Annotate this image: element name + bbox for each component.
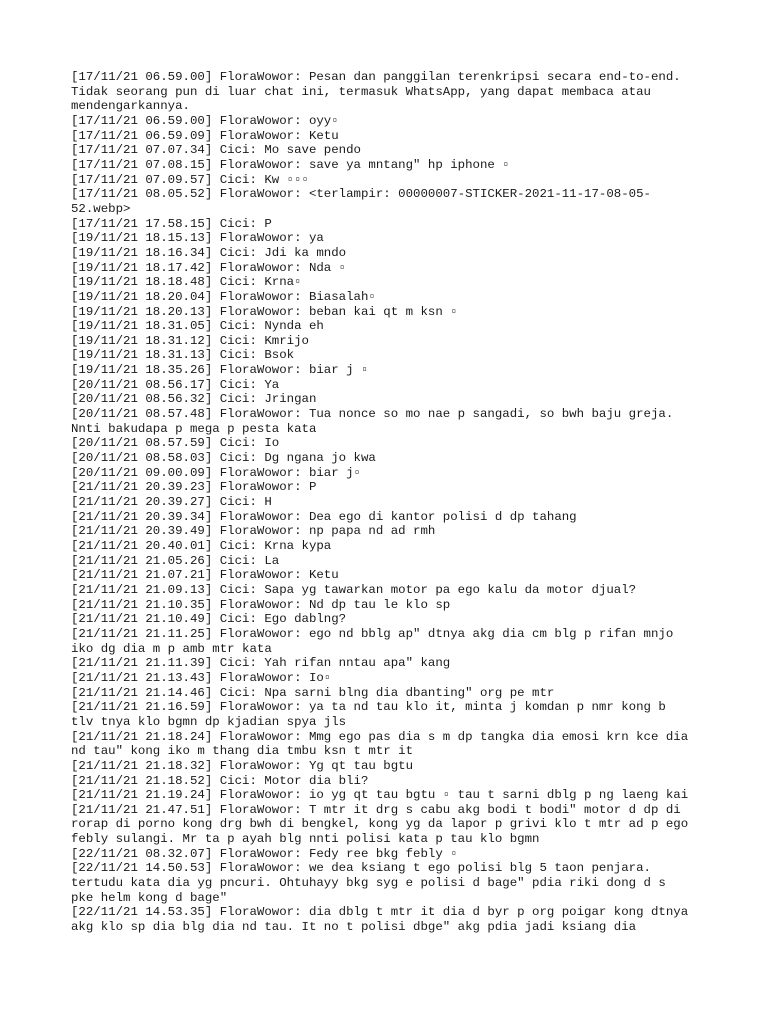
transcript-line: febly sulangi. Mr ta p ayah blg nnti polisi kata p tau klo bgmn [71, 832, 540, 847]
transcript-line: [19/11/21 18.16.34] Cici: Jdi ka mndo [71, 245, 347, 260]
transcript-line: [19/11/21 18.15.13] FloraWowor: ya [71, 231, 324, 246]
transcript-line: [21/11/21 21.18.32] FloraWowor: Yg qt tau bgtu [71, 758, 414, 773]
transcript-line: [21/11/21 21.18.52] Cici: Motor dia bli? [71, 773, 369, 788]
transcript-line: [19/11/21 18.31.12] Cici: Kmrijo [71, 333, 309, 348]
transcript-line: mendengarkannya. [71, 99, 190, 114]
transcript-line: [21/11/21 21.18.24] FloraWowor: Mmg ego pas dia s m dp tangka dia emosi krn kce dia [71, 729, 689, 744]
transcript-line: [21/11/21 21.10.35] FloraWowor: Nd dp tau le klo sp [71, 597, 451, 612]
transcript-line: Tidak seorang pun di luar chat ini, termasuk WhatsApp, yang dapat membaca atau [71, 84, 651, 99]
transcript-line: akg klo sp dia blg dia nd tau. It no t polisi dbge" akg pdia jadi ksiang dia [71, 920, 637, 935]
transcript-line: [21/11/21 21.11.25] FloraWowor: ego nd bblg ap" dtnya akg dia cm blg p rifan mnjo [71, 626, 674, 641]
transcript-line: [21/11/21 21.47.51] FloraWowor: T mtr it drg s cabu akg bodi t bodi" motor d dp di [71, 802, 681, 817]
transcript-line: [17/11/21 07.08.15] FloraWowor: save ya mntang" hp iphone ▫ [71, 157, 510, 172]
transcript-line: tertudu kata dia yg pncuri. Ohtuhayy bkg syg e polisi d bage" pdia riki dong d s [71, 876, 666, 891]
transcript-line: [21/11/21 21.14.46] Cici: Npa sarni blng dia dbanting" org pe mtr [71, 685, 555, 700]
transcript-line: [17/11/21 06.59.09] FloraWowor: Ketu [71, 128, 339, 143]
transcript-line: Nnti bakudapa p mega p pesta kata [71, 421, 317, 436]
transcript-line: [17/11/21 06.59.00] FloraWowor: Pesan dan panggilan terenkripsi secara end-to-end. [71, 70, 681, 84]
transcript-line: [21/11/21 20.40.01] Cici: Krna kypa [71, 539, 332, 553]
transcript-line: [20/11/21 08.58.03] Cici: Dg ngana jo kwa [71, 451, 376, 466]
transcript-line: [19/11/21 18.35.26] FloraWowor: biar j ▫ [71, 363, 369, 378]
transcript-line: [19/11/21 18.31.13] Cici: Bsok [71, 348, 295, 363]
transcript-line: [20/11/21 08.56.17] Cici: Ya [71, 377, 280, 392]
transcript-line: [17/11/21 17.58.15] Cici: P [71, 216, 272, 231]
transcript-line: iko dg dia m p amb mtr kata [71, 641, 272, 656]
transcript-line: [17/11/21 08.05.52] FloraWowor: <terlampir: 00000007-STICKER-2021-11-17-08-05- [71, 187, 651, 202]
transcript-line: [17/11/21 07.09.57] Cici: Kw ▫▫▫ [71, 172, 309, 187]
transcript-line: [19/11/21 18.20.04] FloraWowor: Biasalah▫ [71, 289, 376, 304]
transcript-line: [21/11/21 21.11.39] Cici: Yah rifan nntau apa" kang [71, 656, 451, 671]
transcript-line: [21/11/21 21.09.13] Cici: Sapa yg tawarkan motor pa ego kalu da motor djual? [71, 582, 637, 597]
transcript-line: [17/11/21 07.07.34] Cici: Mo save pendo [71, 143, 361, 158]
transcript-line: [21/11/21 21.10.49] Cici: Ego dablng? [71, 612, 347, 627]
transcript-line: pke helm kong d bage" [71, 890, 228, 905]
transcript-line: [20/11/21 08.57.48] FloraWowor: Tua nonce so mo nae p sangadi, so bwh baju greja. [71, 407, 674, 422]
transcript-line: [21/11/21 20.39.27] Cici: H [71, 495, 272, 510]
chat-transcript [71, 70, 711, 935]
transcript-line: [19/11/21 18.31.05] Cici: Nynda eh [71, 319, 324, 334]
transcript-line: [21/11/21 20.39.23] FloraWowor: P [71, 480, 317, 495]
transcript-line: [21/11/21 21.07.21] FloraWowor: Ketu [71, 568, 339, 583]
transcript-line: [21/11/21 20.39.49] FloraWowor: np papa nd ad rmh [71, 524, 436, 539]
transcript-line: 52.webp> [71, 201, 131, 216]
transcript-line: [21/11/21 21.13.43] FloraWowor: Io▫ [71, 670, 332, 685]
transcript-line: [21/11/21 20.39.34] FloraWowor: Dea ego di kantor polisi d dp tahang [71, 509, 577, 524]
transcript-line: [21/11/21 21.16.59] FloraWowor: ya ta nd tau klo it, minta j komdan p nmr kong b [71, 700, 666, 715]
transcript-line: tlv tnya klo bgmn dp kjadian spya jls [71, 714, 347, 729]
transcript-line: [21/11/21 21.05.26] Cici: La [71, 553, 280, 568]
transcript-line: [22/11/21 14.53.35] FloraWowor: dia dblg t mtr it dia d byr p org poigar kong dtnya [71, 905, 689, 920]
transcript-line: [22/11/21 08.32.07] FloraWowor: Fedy ree bkg febly ▫ [71, 846, 458, 861]
transcript-line: [19/11/21 18.18.48] Cici: Krna▫ [71, 275, 302, 290]
transcript-line: [20/11/21 09.00.09] FloraWowor: biar j▫ [71, 465, 361, 480]
transcript-line: [20/11/21 08.56.32] Cici: Jringan [71, 392, 317, 407]
transcript-line: [19/11/21 18.20.13] FloraWowor: beban kai qt m ksn ▫ [71, 304, 458, 319]
transcript-line: [17/11/21 06.59.00] FloraWowor: oyy▫ [71, 113, 339, 128]
transcript-line: [19/11/21 18.17.42] FloraWowor: Nda ▫ [71, 260, 347, 275]
transcript-line: nd tau" kong iko m thang dia tmbu ksn t mtr it [71, 744, 414, 759]
transcript-line: rorap di porno kong drg bwh di bengkel, kong yg da lapor p grivi klo t mtr ad p ego [71, 817, 689, 832]
transcript-line: [21/11/21 21.19.24] FloraWowor: io yg qt tau bgtu ▫ tau t sarni dblg p ng laeng kai [71, 788, 689, 803]
transcript-line: [20/11/21 08.57.59] Cici: Io [71, 436, 280, 451]
transcript-line: [22/11/21 14.50.53] FloraWowor: we dea ksiang t ego polisi blg 5 taon penjara. [71, 861, 651, 876]
